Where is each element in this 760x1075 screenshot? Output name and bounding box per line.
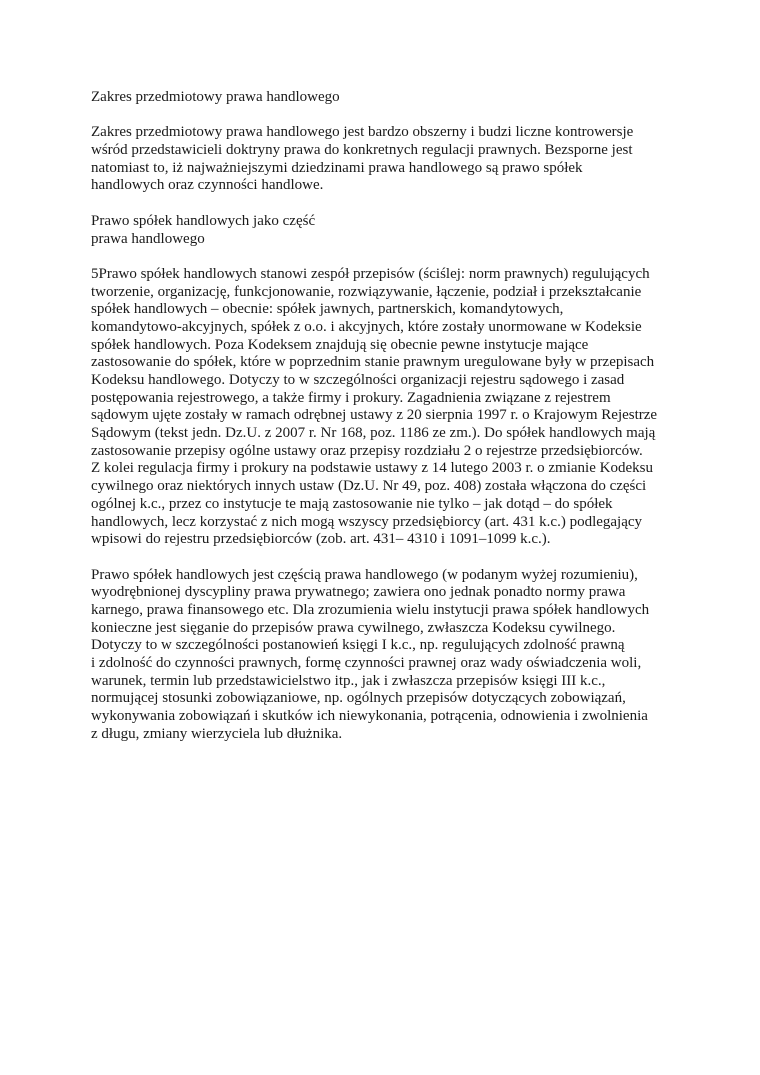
text-line: komandytowo-akcyjnych, spółek z o.o. i akcyjnych, które zostały unormowane w Kodeksie [91,318,642,335]
text-line: zastosowanie do spółek, które w poprzednim stanie prawnym uregulowane były w przepisach [91,354,655,371]
text-line: warunek, termin lub przedstawicielstwo itp., jak i zwłaszcza przepisów księgi III k.c., [91,672,606,689]
heading-line: Prawo spółek handlowych jako część [91,212,316,229]
document-title: Zakres przedmiotowy prawa handlowego [91,89,340,105]
text-line: wśród przedstawicieli doktryny prawa do konkretnych regulacji prawnych. Bezsporne jest [91,142,633,159]
text-line: wyodrębnionej dyscypliny prawa prywatnego; zawiera ono jednak ponadto normy prawa [91,584,626,601]
text-line: karnego, prawa finansowego etc. Dla zrozumienia wielu instytucji prawa spółek handlowych [91,601,650,618]
text-line: sądowym ujęte zostały w ramach odrębnej ustawy z 20 sierpnia 1997 r. o Krajowym Rejestrze [91,407,658,424]
text-line: postępowania rejestrowego, a także firmy i prokury. Zagadnienia związane z rejestrem [91,389,611,406]
text-line: 5Prawo spółek handlowych stanowi zespół przepisów (ściślej: norm prawnych) regulujących [91,265,650,282]
text-line: spółek handlowych. Poza Kodeksem znajdują się obecnie pewne instytucje mające [91,336,589,353]
text-line: Kodeksu handlowego. Dotyczy to w szczególności organizacji rejestru sądowego i zasad [91,372,625,388]
spacer [91,549,691,567]
paragraph-civil-law [91,567,691,744]
spacer [91,195,691,213]
text-line: wykonywania zobowiązań i skutków ich niewykonania, potrącenia, odnowienia i zwolnienia [91,708,648,725]
text-line: cywilnego oraz niektórych innych ustaw (Dz.U. Nr 49, poz. 408) została włączona do części [91,478,647,495]
text-line: tworzenie, organizację, funkcjonowanie, rozwiązywanie, łączenie, podział i przekształcanie [91,283,642,300]
text-line: i zdolność do czynności prawnych, formę czynności prawnej oraz wady oświadczenia woli, [91,655,642,671]
text-line: normującej stosunki zobowiązaniowe, np. ogólnych przepisów dotyczących zobowiązań, [91,690,626,707]
paragraph-intro [91,124,691,195]
section-heading [91,213,691,248]
text-line: Prawo spółek handlowych jest częścią prawa handlowego (w podanym wyżej rozumieniu), [91,566,638,583]
text-line: z długu, zmiany wierzyciela lub dłużnika. [91,725,343,742]
text-line: handlowych, lecz korzystać z nich mogą wszyscy przedsiębiorcy (art. 431 k.c.) podlegający [91,513,643,530]
text-line: ogólnej k.c., przez co instytucje te mają zastosowanie nie tylko – jak dotąd – do spółek [91,495,613,512]
spacer [91,248,691,266]
text-line: handlowych oraz czynności handlowe. [91,177,324,194]
text-line: wpisowi do rejestru przedsiębiorców (zob. art. 431– 4310 i 1091–1099 k.c.). [91,531,551,548]
text-line: konieczne jest sięganie do przepisów prawa cywilnego, zwłaszcza Kodeksu cywilnego. [91,619,616,636]
text-line: natomiast to, iż najważniejszymi dziedzinami prawa handlowego są prawo spółek [91,159,583,176]
text-line: zastosowanie przepisy ogólne ustawy oraz przepisy rozdziału 2 o rejestrze przedsiębiorców. [91,442,643,459]
text-line: Zakres przedmiotowy prawa handlowego jest bardzo obszerny i budzi liczne kontrowersje [91,124,634,141]
paragraph-company-law [91,266,691,549]
text-line: Z kolei regulacja firmy i prokury na podstawie ustawy z 14 lutego 2003 r. o zmianie Kodeksu [91,460,653,477]
text-line: Dotyczy to w szczególności postanowień księgi I k.c., np. regulujących zdolność prawną [91,637,625,654]
document-body [91,89,691,743]
text-line: Sądowym (tekst jedn. Dz.U. z 2007 r. Nr 168, poz. 1186 ze zm.). Do spółek handlowych mają [91,425,656,442]
heading-line: prawa handlowego [91,230,205,247]
spacer [91,107,691,125]
text-line: spółek handlowych – obecnie: spółek jawnych, partnerskich, komandytowych, [91,301,564,318]
